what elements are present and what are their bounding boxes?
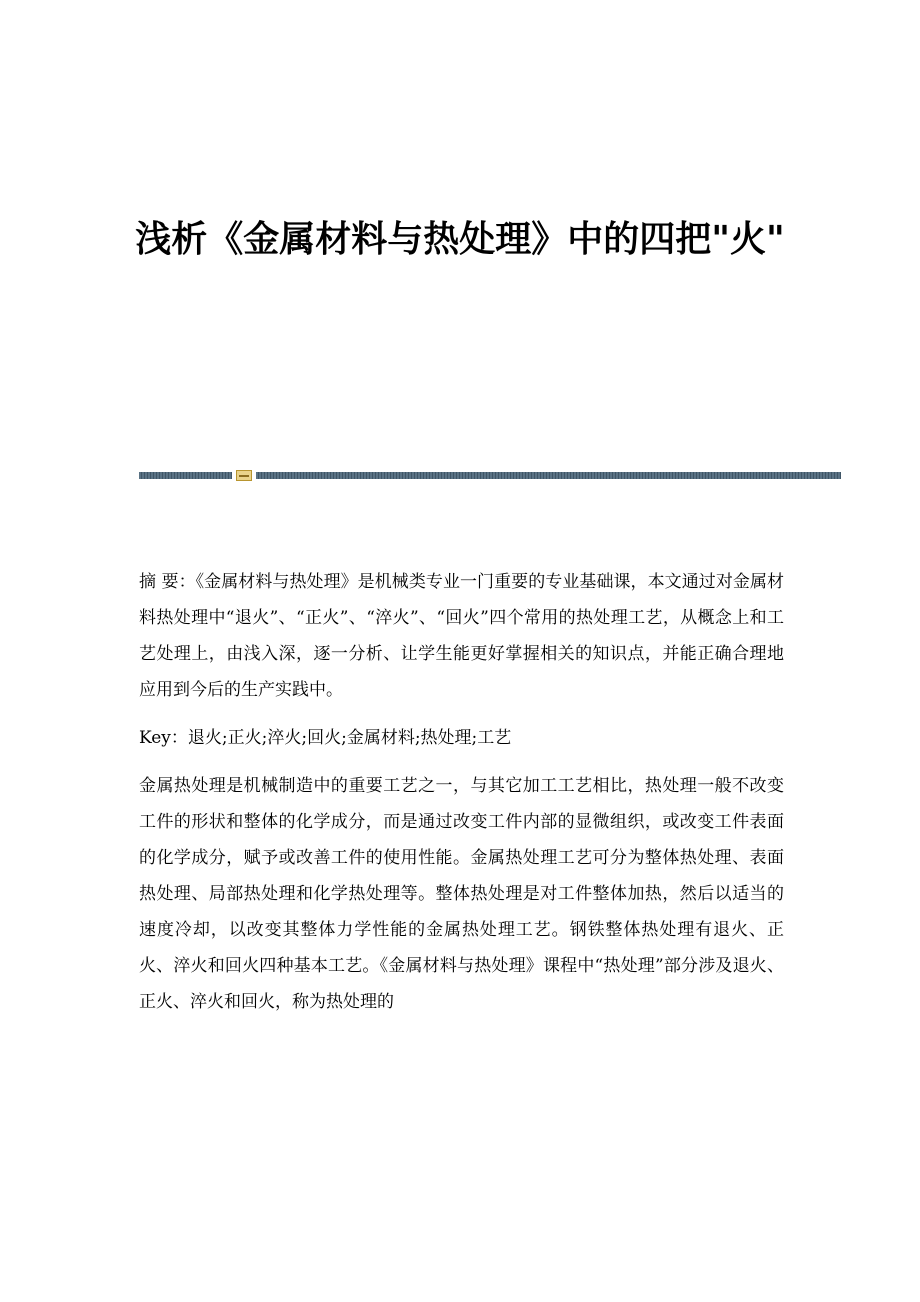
divider-bar-left: [139, 472, 232, 479]
divider-bar-right: [256, 472, 841, 479]
keywords-line: Key：退火;正火;淬火;回火;金属材料;热处理;工艺: [139, 728, 512, 748]
document-body: [139, 564, 784, 1020]
abstract-paragraph: 摘 要：《金属材料与热处理》是机械类专业一门重要的专业基础课，本文通过对金属材料热处理中“退火”、“正火”、“淬火”、“回火”四个常用的热处理工艺，从概念上和工艺处理上，由浅入深，逐一分析、让学生能更好掌握相关的知识点，并能正确合理地应用到今后的生产实践中。: [139, 572, 784, 700]
document-title: 浅析《金属材料与热处理》中的四把"火": [135, 219, 785, 260]
title-divider: [139, 470, 841, 482]
divider-emblem-icon: [236, 470, 252, 481]
body-paragraph: 金属热处理是机械制造中的重要工艺之一，与其它加工工艺相比，热处理一般不改变工件的形状和整体的化学成分，而是通过改变工件内部的显微组织，或改变工件表面的化学成分，赋予或改善工件的使用性能。金属热处理工艺可分为整体热处理、表面热处理、局部热处理和化学热处理等。整体热处理是对工件整体加热，然后以适当的速度冷却，以改变其整体力学性能的金属热处理工艺。钢铁整体热处理有退火、正火、淬火和回火四种基本工艺。《金属材料与热处理》课程中“热处理”部分涉及退火、正火、淬火和回火，称为热处理的: [139, 776, 784, 1012]
